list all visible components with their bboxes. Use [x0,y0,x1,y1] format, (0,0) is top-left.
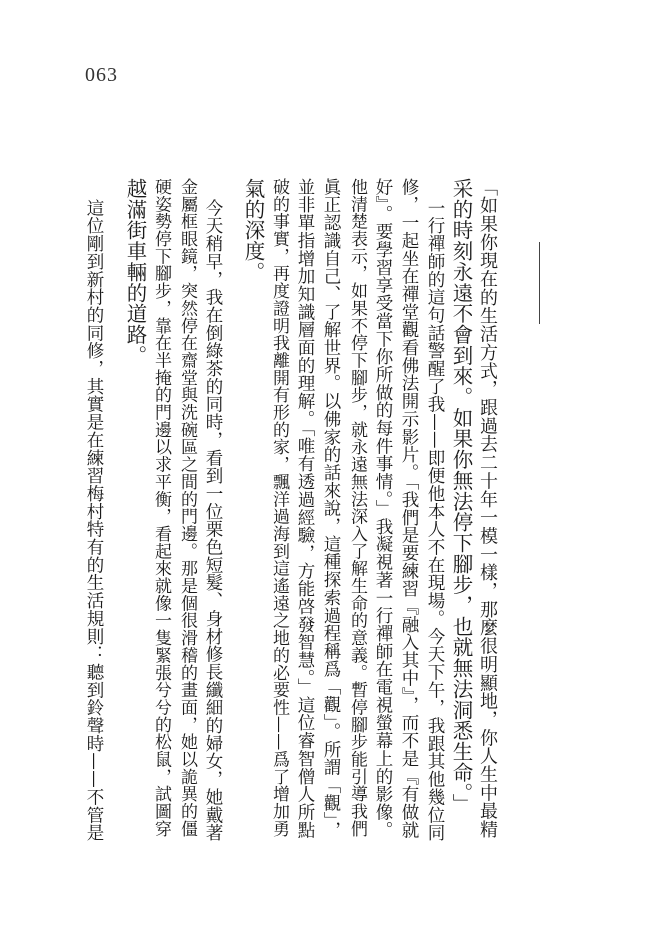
text-line-1: 「如果你現在的生活方式，跟過去二十年一模一樣，那麼很明顯地，你人生中最精 [477,178,498,839]
text-line-4: 修，一起坐在禪堂觀看佛法開示影片。「我們是要練習『融入其中』，而不是『有做就 [399,178,419,839]
text-line-8: 並非單指增加知識層面的理解。「唯有透過經驗，方能啓發智慧。」這位睿智僧人所點 [295,178,315,839]
text-line-3: 一行禪師的這句話警醒了我——即便他本人不在現場。今天下午，我跟其他幾位同 [425,199,445,842]
text-line-6: 他清楚表示，如果不停下腳步，就永遠無法深入了解生命的意義。暫停腳步能引導我們 [347,178,367,838]
text-line-7: 眞正認識自己、了解世界。以佛家的話來說，這種探索過程稱爲「觀」。所謂「觀」， [321,178,341,839]
text-line-14: 越滿街車輛的道路。 [123,178,147,366]
section-divider [539,242,540,324]
text-line-5: 好』。要學習享受當下你所做的每件事情。」我凝視著一行禪師在電視螢幕上的影像。 [373,178,393,839]
text-line-13: 硬姿勢停下腳步，靠在半掩的門邊以求平衡，看起來就像一隻緊張兮兮的松鼠，試圖穿 [151,178,171,838]
text-line-12: 金屬框眼鏡，突然停在齋堂與洗碗區之間的門邊。那是個很滑稽的畫面，她以詭異的僵 [177,178,197,838]
text-line-15: 這位剛到新村的同修，其實是在練習梅村特有的生活規則：聽到鈴聲時——不管是 [84,199,104,842]
text-line-2: 采的時刻永遠不會到來。如果你無法停下腳步，也就無法洞悉生命。」 [449,178,473,815]
text-line-10: 氣的深度。 [241,178,265,283]
text-line-9: 破的事實，再度證明我離開有形的家，飄洋過海到這遙遠之地的必要性——爲了增加勇 [269,178,289,838]
page-number: 063 [85,64,118,86]
text-line-11: 今天稍早，我在倒綠茶的同時，看到一位栗色短髮、身材修長纖細的婦女，她戴著 [203,199,223,842]
